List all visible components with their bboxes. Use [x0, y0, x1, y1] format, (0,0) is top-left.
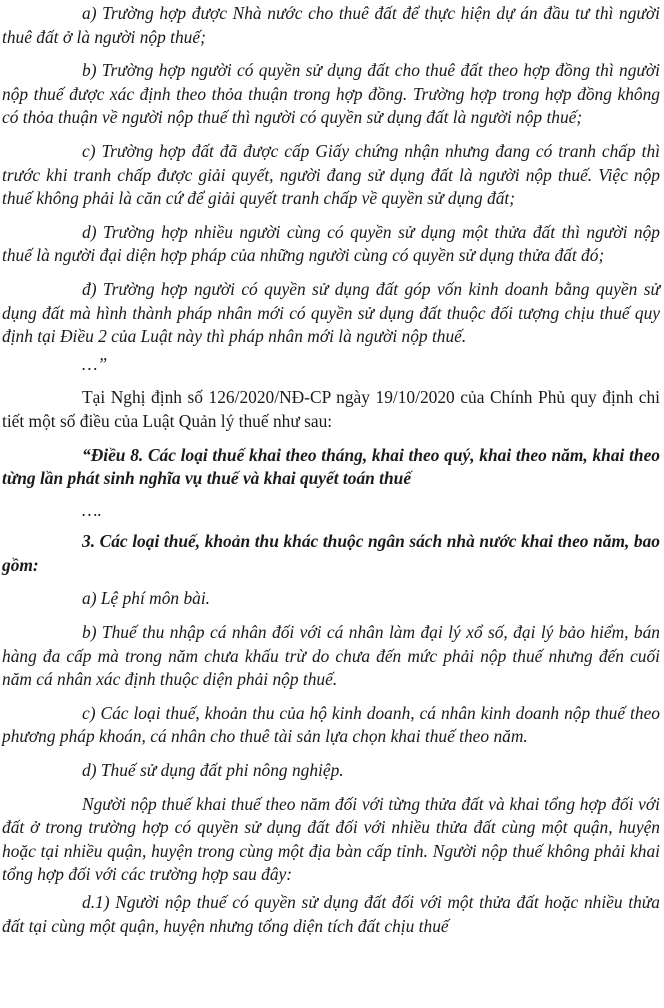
quote-ellipsis: …” — [82, 353, 108, 374]
item-d-non-agricultural-land-tax: d) Thuế sử dụng đất phi nông nghiệp. — [82, 760, 344, 781]
article-ellipsis: …. — [82, 499, 102, 520]
taxpayer-declaration-paragraph: Người nộp thuế khai thuế theo năm đối với từng thửa đất và khai tổng hợp đối với đất ở trong trường hợp có quyền sử dụng đất đối với nhiều thửa đất cùng một quận, huyện hoặc tại nhiều quận, huyện trong cùng một địa bàn cấp tỉnh. Người nộp thuế không phải khai tổng hợp đối với các trường hợp sau đây: — [2, 793, 660, 885]
paragraph-gap — [0, 611, 664, 621]
item-d1-single-district: d.1) Người nộp thuế có quyền sử dụng đất đối với một thửa đất hoặc nhiều thửa đất tại cùng một quận, huyện nhưng tổng diện tích đất chịu thuế — [2, 892, 660, 936]
paragraph-gap — [0, 130, 664, 140]
paragraph-gap — [0, 49, 664, 59]
paragraph-dd-capital: đ) Trường hợp người có quyền sử dụng đất góp vốn kinh doanh bằng quyền sử dụng đất mà hình thành pháp nhân mới có quyền sử dụng đất thuộc đối tượng chịu thuế quy định tại Điều 2 của Luật này thì pháp nhân mới là người nộp thuế. — [2, 278, 660, 347]
paragraph-gap — [0, 376, 664, 386]
section-3-heading: 3. Các loại thuế, khoản thu khác thuộc ngân sách nhà nước khai theo năm, bao gồm: — [2, 531, 660, 575]
paragraph-gap — [0, 783, 664, 793]
item-a-license-fee: a) Lệ phí môn bài. — [82, 588, 211, 609]
decree-intro: Tại Nghị định số 126/2020/NĐ-CP ngày 19/10/2020 của Chính Phủ quy định chi tiết một số điều của Luật Quản lý thuế như sau: — [2, 387, 660, 431]
paragraph-gap — [0, 577, 664, 587]
paragraph-gap — [0, 522, 664, 530]
paragraph-gap — [0, 268, 664, 278]
paragraph-a-lease: a) Trường hợp được Nhà nước cho thuê đất để thực hiện dự án đầu tư thì người thuê đất ở là người nộp thuế; — [2, 3, 660, 47]
paragraph-gap — [0, 749, 664, 759]
item-b-personal-income-tax: b) Thuế thu nhập cá nhân đối với cá nhân làm đại lý xổ số, đại lý bảo hiểm, bán hàng đa cấp mà trong năm chưa khấu trừ do chưa đến mức phải nộp thuế nhưng đến cuối năm cá nhân xác định thuộc diện phải nộp thuế. — [2, 622, 660, 690]
paragraph-gap — [0, 491, 664, 499]
paragraph-gap — [0, 692, 664, 702]
item-c-household-business: c) Các loại thuế, khoản thu của hộ kinh doanh, cá nhân kinh doanh nộp thuế theo phương pháp khoán, cá nhân cho thuê tài sản lựa chọn khai thuế theo năm. — [2, 702, 660, 747]
paragraph-d-multiple-users: d) Trường hợp nhiều người cùng có quyền sử dụng một thửa đất thì người nộp thuế là người đại diện hợp pháp của những người cùng có quyền sử dụng thửa đất đó; — [2, 221, 660, 266]
article-8-heading: “Điều 8. Các loại thuế khai theo tháng, khai theo quý, khai theo năm, khai theo từng lần phát sinh nghĩa vụ thuế và khai quyết toán thuế — [2, 444, 660, 489]
paragraph-c-dispute: c) Trường hợp đất đã được cấp Giấy chứng nhận nhưng đang có tranh chấp thì trước khi tranh chấp được giải quyết, người đang sử dụng đất là người nộp thuế. Việc nộp thuế không phải là căn cứ để giải quyết tranh chấp về quyền sử dụng đất; — [2, 140, 660, 209]
paragraph-gap — [0, 211, 664, 221]
paragraph-gap — [0, 434, 664, 444]
paragraph-b-contract: b) Trường hợp người có quyền sử dụng đất cho thuê đất theo hợp đồng thì người nộp thuế được xác định theo thỏa thuận trong hợp đồng. Trường hợp trong hợp đồng không có thỏa thuận về người nộp thuế thì người có quyền sử dụng đất là người nộp thuế; — [2, 60, 660, 128]
